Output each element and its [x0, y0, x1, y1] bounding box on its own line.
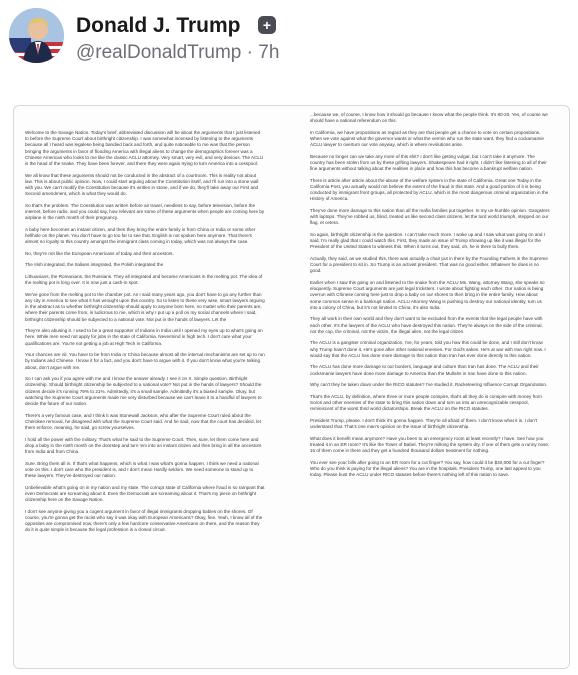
document-paragraph: I don't see anyone giving you a cogent argument in favor of illegal immigrants dropping babies on the shores. Of course, you're gonna get the racist who say it was okay with European Americans? Okay, fine. Yeah, I know all of the opposites are compromised now, there's only a few hardcore conservative Americans on there, and the reason they do it is quite simple is because the legal profession is a closed circuit. — [25, 508, 263, 533]
document-paragraph: There is article after article about the abuse of the welfare system in the state of California. Great one Today in the California Post, you actually would not believe the extent of the fraud in this state. And a good portion of it is being conducted by immigrant front groups, all protected by ACLU, which is the most dangerous criminal organization in the History of America. — [310, 177, 549, 202]
document-paragraph: That's the ACLU, by definition, where three or more people conspire, that's all they do is conspire with money from Soros and other enemies of the state to bring this nation down and turn us into an unrecognizable cesspool, reminiscent of the worst third world dictatorships. Break the ACLU on the RICO statutes. — [310, 393, 542, 412]
document-paragraph: What does it benefit mean anymore? Have you been to an emergency room at least recently? I have. See how you treated it in an ER room? It's like the Tower of Babel. They're milking the system dry. If one of them gets a runny nose, 15 of them come in there and they get a hundred thousand dollars treatment for nothing. — [310, 435, 550, 453]
document-paragraph: Earlier when I saw this going on and listened to the snake from the ACLU Ms. Wang, attorney Wang, she speaks so eloquently. Supreme Court arguments are just legal tricksters. I wrote about fighting each other. Our nation is being overrun with Chinese coming here just to drop a baby on our shores to then bring in the entire family. How about some common sense in a bankrupt nation. ACLU Attorney Wang is pushing to destroy our national identity, turn us into a colony of China, but it's not limited to China, it's also India. — [310, 280, 545, 310]
post-time[interactable]: 7h — [258, 42, 280, 63]
flag-avatar-icon — [9, 8, 64, 63]
avatar[interactable] — [9, 8, 64, 63]
document-paragraph: Actually, they said, as we studied this, there was actually a chair put in there by the Founding Fathers in the Supreme Court for a president to sit in. So Trump is an activist president. That was no good either. Whatever he does is no good. — [310, 256, 548, 274]
document-paragraph: You ever see your bills after going to an ER room for a cut finger? You say, how could it be $30,000 for a cut finger? Who do you think is paying for the illegal aliens? You are in the hospitals. President Trump, one last appeal to you today. Please bust the ACLU under RICO statutes before there's nothing left of this nation to save. — [310, 459, 545, 477]
separator-dot: · — [246, 42, 253, 63]
verified-badge-icon: + — [258, 16, 276, 34]
document-paragraph: There's a very famous case, and I think it was Stonewall Jackson, who after the Supreme Court ruled about the Cherokee removal, he disagreed with what the Supreme Court said. And he said, now that the court has decided, let them enforce, meaning, he said, go screw yourselves. — [25, 412, 261, 431]
statement-document-image[interactable] — [13, 105, 570, 669]
document-paragraph: No, they're not like the European Americans of today and their ancestors. — [25, 250, 174, 256]
document-paragraph: The ACLU has done more damage to our borders, language and culture than Iran has done. The ACLU and their cocksmanie lawyers have done more damage to America than the Mullahs in Iran have done to this nation. — [310, 364, 539, 376]
document-paragraph: Why can't they be taken down under the RICO statutes? I've studied it. Racketeering Influence Corrupt Organization. — [310, 382, 548, 388]
document-paragraph: President Trump, please. I don't think it's gonna happen. They're all afraid of them. I don't know what it is. I don't understand that. That's one man's opinion on the issue of birthright citizenship. — [310, 417, 537, 429]
document-paragraph: Lithuanians, the Romanians, the Russians. They all integrated and became Americans in the melting pot. The idea of the melting pot is long over. It is now just a cash-in spot. — [25, 274, 263, 286]
document-paragraph: In California, we have propositions as regard as they are that people get a chance to vote on certain propositions. When we vote against what the governor wants or what the vermin who run the state want, they find a cockamamie ACLU lawyer to overturn our vote anyway, which is where revolutions arise. — [310, 129, 544, 148]
document-paragraph: They're also abusing it. I used to be a great supporter of Indians in India until I opened my eyes up to what's going on here. While men need not apply for jobs in the state of California. Nevermind in high tech. I don't care what your qualifications are. You're not getting a job at High Tech in California. — [25, 328, 263, 346]
document-paragraph: ...because we, of course, I know how it should go because I know what the people think. It's 80-20. Yes, of course we should have a national referendum on this. — [310, 112, 548, 124]
document-paragraph: Your chances are nil. You have to be from India or China because almost all the internal mechanisms are set up to run by Indians and Chinese. I know it for a fact, and you don't have to argue with it. If you don't know what you're talking about, don't argue with me. — [25, 352, 265, 370]
document-paragraph: The ACLU is a gangster criminal organization. I've, for years, told you how this could be done, and I still don't know why Trump hasn't done it. He's gone after other national enemies. For God's sakes. He's at war with Iran right now. I would say that the ACLU has done more damage to this nation than Iran has ever done directly to this nation. — [310, 340, 546, 358]
document-paragraph: We've gone from the melting pot to the chamber pot. As I said many years ago, you don't have to go any further than any city in America to see what it has wrought upon this country. So to listen to these very wise, smart lawyers arguing in the abstract as to whether birthright citizenship should apply to anyone born here, no matter who their parents are, where their parents come from, is ludicrous to me, which is why I put up a poll on my social channels where I said, birthright citizenship should be subjected to a national vote. Not put in the hands of lawyers. Let the — [25, 291, 265, 322]
document-paragraph: So again, birthright citizenship is the question. I can't take much more. I woke up and I saw what was going on and I said, I'm really glad that I could watch this. First, they made an issue of Trump showing up like it was illegal for the President of the United States to witness this. When it turns out, they said, oh, he is there to bully them. — [310, 232, 546, 250]
document-paragraph: I hold all the power with the military. That's what he said to the Supreme Court. Then, sure, let them come here and drop a baby in the ninth month on the doorstep and turn 'em into an instant citizen and then bring in all the ancestors from India and from China. — [25, 436, 262, 455]
document-paragraph: Unbelievable what's going on in my nation and my state. The corrupt state of California where fraud is so rampant that even Democrats are screaming about it. Even the Democrats are screaming about it. That's my piece on birthright citizenship here on the Savage Nation. — [25, 484, 265, 503]
document-paragraph: The Irish integrated, the Italians integrated, the Polish integrated the — [25, 262, 164, 268]
document-paragraph: So I can ask you if you agree with me and I know the answer already. I see it on X. Simple question. Birthright citizenship. Should birthright citizenship be subjected to a national vote? Not put in the hands of lawyers? Should the citizens decide it's running 79% to 21%. Admittedly, it's a small sample. Admittedly it's a biased sample. Okay, but watching the Supreme Court arguments made me very disturbed because we can't leave it to a handful of lawyers to decide the future of our nation. — [25, 376, 262, 407]
document-paragraph: They all work in their own world and they don't want to be excluded from the events that the legal people have with each other. It's the lawyers of the ACLU who have destroyed this nation. They're always on the side of the criminal, not the cop, the criminal, not the victim, the illegal alien, not the legal citizen. — [310, 316, 543, 334]
document-paragraph: Because no longer can we take any more of this shit? I don't like getting vulgar, but I can't take it anymore. The country has been stolen from us by these grifting lawyers. Shakespeare had it right. I didn't like listening to all of their fine arguments without talking about the realities in place and how this has become a bankrupt welfare nation. — [310, 153, 547, 172]
post-header — [0, 0, 578, 88]
author-handle-line — [76, 42, 279, 64]
document-paragraph: We all know that these arguments should not be conducted in the abstract of a courtroom. This is reality not about law. This is about public opinion. Now, I could start arguing about the Constitution itself, and I'll run into a stone wall with you. We can't modify the Constitution because it's written in stone, and if we do, they'll take away our First and Second amendment, which is what they would do. — [25, 172, 259, 197]
author-name[interactable]: Donald J. Trump — [76, 14, 241, 37]
document-paragraph: They've done more damage to this nation than all the mafia families put together. In my un-humble opinion. Gangsters with laptops. They've robbed us, blind, treated us like second class citizens, let the turd world triumph, stepped on our flag, et cetera. — [310, 208, 550, 226]
document-paragraph: Sure. Bring them all in. If that's what happens, which is what I was what's gonna happen. I think we need a national vote on this. I don't care who the president is, and I don't mean Hardly seldom. We need someone to stand up to these lawyers. They've destroyed our nation. — [25, 460, 259, 479]
document-paragraph: So that's the problem. The Constitution was written before air travel, needless to say, before television, before the internet, before radio, and you could say, how relevant are some of these arguments when people are coming here by airplane in the ninth month of their pregnancy. — [25, 202, 265, 221]
document-left-column — [25, 130, 265, 539]
document-right-column — [310, 112, 550, 484]
document-paragraph: Welcome to the Savage Nation. Today's brief, abbreviated discussion will be about the arguments that I just listened to before the Supreme Court about birthright citizenship. I was somewhat incensed by listening to the arguments because all I heard was legalese being bandied back and forth, and quite noticeable to me was that the person bringing the arguments in favor of flooding America with illegal aliens to change the demographics forever was a Chinese American who looks to me like the classic ACLU attorney. Very smart, very evil, and very devious. The ACLU is the head of the snake. They have been forever, and there they were again trying to turn America into a cesspool. — [25, 130, 264, 167]
document-paragraph: A baby here becomes an instant citizen, and then they bring the entire family in from China or India or some other hellhole on the planet. You don't have to go too far to see that. English is not spoken here anymore. That there's almost no loyalty to this country amongst the immigrant class coming in today, which was not always the case. — [25, 226, 256, 245]
author-handle[interactable]: @realDonaldTrump — [76, 42, 242, 63]
